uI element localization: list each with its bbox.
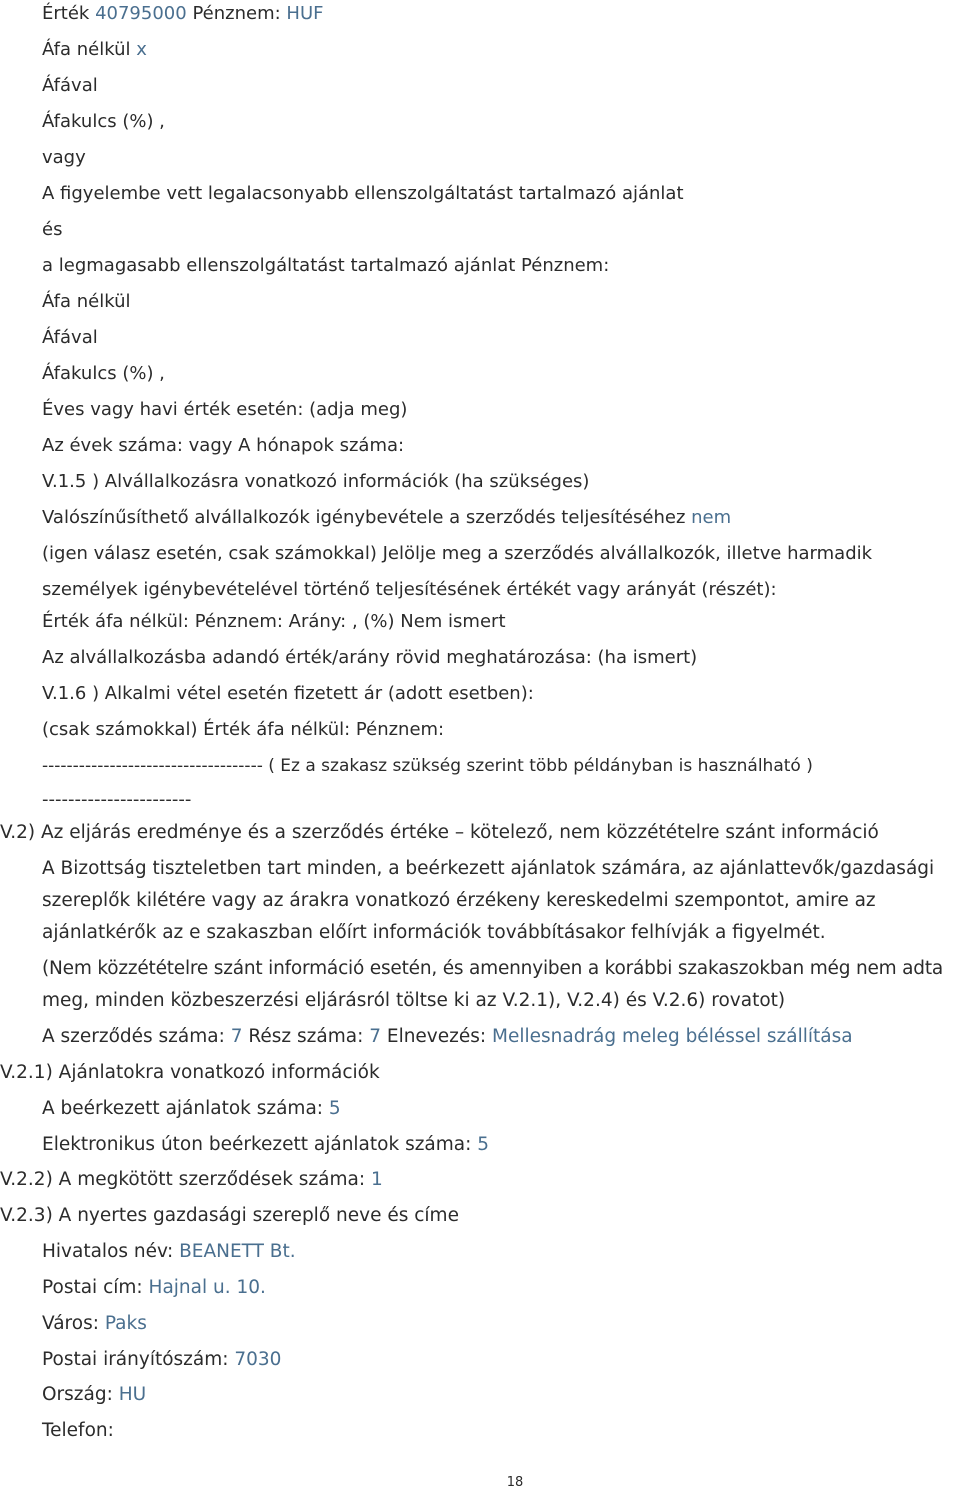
label: A szerződés száma: [42, 1026, 225, 1047]
label: Pénznem: [192, 3, 281, 24]
page-number: 18 [506, 1475, 524, 1490]
postal-address-value: Hajnal u. 10. [148, 1277, 266, 1298]
offers-received-line [42, 1097, 341, 1121]
value-line [42, 2, 323, 26]
label: Áfa nélkül [42, 39, 131, 60]
contract-number: 7 [230, 1026, 243, 1047]
text-line: és [42, 219, 63, 240]
section-heading: V.1.6 ) Alkalmi vétel esetén fizetett ár (adott esetben): [42, 683, 534, 704]
section-heading: V.2.1) Ajánlatokra vonatkozó információk [0, 1062, 380, 1083]
postal-code-value: 7030 [234, 1349, 282, 1370]
label: Elnevezés: [386, 1026, 487, 1047]
country-value: HU [118, 1384, 147, 1405]
label: Elektronikus úton beérkezett ajánlatok száma: [42, 1134, 472, 1155]
lot-number: 7 [369, 1026, 381, 1047]
text-line: Az évek száma: vagy A hónapok száma: [42, 435, 405, 456]
contract-line [42, 1025, 853, 1049]
text-line: ajánlatkérők az e szakaszban előírt információk továbbításakor felhívják a figyelmét. [42, 922, 826, 943]
text-line: Áfakulcs (%) , [42, 363, 165, 384]
label: V.2.2) A megkötött szerződések száma: [0, 1169, 366, 1190]
country-line [42, 1383, 146, 1407]
vat-excluded-line [42, 38, 147, 62]
section-heading: V.1.5 ) Alvállalkozásra vonatkozó információk (ha szükséges) [42, 471, 590, 492]
text-line: Az alvállalkozásba adandó érték/arány rövid meghatározása: (ha ismert) [42, 647, 698, 668]
contract-title: Mellesnadrág meleg béléssel szállítása [492, 1026, 853, 1047]
text-line: vagy [42, 147, 86, 168]
city-value: Paks [104, 1313, 147, 1334]
subcontracting-value: nem [691, 507, 732, 528]
text-line: Érték áfa nélkül: Pénznem: Arány: , (%) Nem ismert [42, 611, 506, 632]
official-name-value: BEANETT Bt. [179, 1241, 296, 1262]
text-line: A Bizottság tiszteletben tart minden, a beérkezett ajánlatok számára, az ajánlattevők/gazdasági [42, 858, 935, 879]
label: Rész száma: [248, 1026, 364, 1047]
label: Város: [42, 1313, 99, 1334]
value-amount: 40795000 [95, 3, 187, 24]
subcontracting-line [42, 506, 731, 530]
text-line: (Nem közzétételre szánt információ esetén, és amennyiben a korábbi szakaszokban még nem adta [42, 958, 944, 979]
postal-address-line [42, 1276, 266, 1300]
text-line: a legmagasabb ellenszolgáltatást tartalmazó ajánlat Pénznem: [42, 255, 610, 276]
vat-excluded-mark: x [136, 39, 147, 60]
contracts-concluded-value: 1 [370, 1169, 383, 1190]
label: Postai cím: [42, 1277, 143, 1298]
section-heading: V.2.3) A nyertes gazdasági szereplő neve és címe [0, 1205, 459, 1226]
text-line: személyek igénybevételével történő teljesítésének értékét vagy arányát (részét): [42, 579, 777, 600]
electronic-offers-line [42, 1133, 489, 1157]
text-line: Áfa nélkül [42, 291, 131, 312]
text-line: (igen válasz esetén, csak számokkal) Jelölje meg a szerződés alvállalkozók, illetve harmadik [42, 543, 873, 564]
label: Postai irányítószám: [42, 1349, 229, 1370]
text-line: meg, minden közbeszerzési eljárásról töltse ki az V.2.1), V.2.4) és V.2.6) rovatot) [42, 990, 786, 1011]
text-line: szereplők kilétére vagy az árakra vonatkozó érzékeny kereskedelmi szempontot, amire az [42, 890, 876, 911]
text-line: Áfával [42, 75, 98, 96]
separator-line: ----------------------- [42, 789, 192, 810]
city-line [42, 1312, 147, 1336]
label: Ország: [42, 1384, 113, 1405]
text-line: Telefon: [42, 1420, 114, 1441]
text-line: Áfakulcs (%) , [42, 111, 165, 132]
label: A beérkezett ajánlatok száma: [42, 1098, 324, 1119]
section-heading: V.2) Az eljárás eredménye és a szerződés értéke – kötelező, nem közzétételre szánt információ [0, 822, 879, 843]
label: Hivatalos név: [42, 1241, 174, 1262]
contracts-concluded-line [0, 1168, 383, 1192]
text-line: (csak számokkal) Érték áfa nélkül: Pénznem: [42, 719, 445, 740]
value-currency: HUF [286, 3, 324, 24]
electronic-offers-value: 5 [477, 1134, 490, 1155]
separator-line: ------------------------------------ ( Ez a szakasz szükség szerint több példányban is használható ) [42, 756, 813, 776]
text-line: Áfával [42, 327, 98, 348]
label: Valószínűsíthető alvállalkozók igénybevétele a szerződés teljesítéséhez [42, 507, 686, 528]
text-line: Éves vagy havi érték esetén: (adja meg) [42, 399, 408, 420]
text-line: A figyelembe vett legalacsonyabb ellenszolgáltatást tartalmazó ajánlat [42, 183, 684, 204]
offers-received-value: 5 [328, 1098, 341, 1119]
postal-code-line [42, 1348, 281, 1372]
official-name-line [42, 1240, 296, 1264]
label: Érték [42, 3, 90, 24]
